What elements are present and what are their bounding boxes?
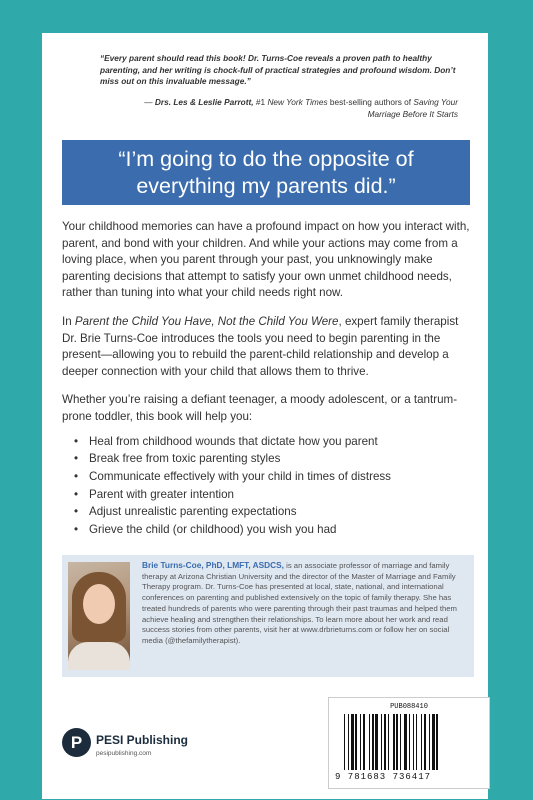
endorsement-quote: “Every parent should read this book! Dr. Turns-Coe reveals a proven path to healthy parenting, and her writing is chock-full of practical strategies and profound wisdom. Don’t miss out on this invaluable message.” [100,53,456,86]
barcode-bar [409,714,410,770]
barcode-bar [388,714,389,770]
barcode-bar [355,714,357,770]
list-item: • Break free from toxic parenting styles [62,451,474,468]
author-bio [62,555,474,677]
barcode-bar [432,714,435,770]
barcode-bar [360,714,361,770]
barcode-bar [421,714,422,770]
paragraph-2 [62,314,474,380]
list-item: • Grieve the child (or childhood) you wish you had [62,522,474,539]
barcode-bar [400,714,401,770]
barcode-bars [344,714,479,770]
quote-banner [62,140,470,205]
barcode-bar [381,714,382,770]
barcode-bar [351,714,354,770]
author-photo [68,562,130,670]
publisher-mark-icon: P [62,728,91,757]
nyt-label: New York Times [267,97,328,107]
description [62,219,474,540]
barcode-bar [424,714,426,770]
barcode-bar [393,714,395,770]
barcode-bar [396,714,398,770]
endorsed-book-title: Saving Your Marriage Before It Starts [367,97,458,119]
publisher-name: PESI Publishing [96,733,189,747]
barcode-bar [436,714,438,770]
bio-body: is an associate professor of marriage and family therapy at Arizona Christian University and the director of the Master of Marriage and Family Therapy program. Dr. Turns-Coe has presented at local, state, national, and international conferences on parenting and published extensively on the topic of family therapy. She has treated hundreds of parents who were parenting through their past traumas and helped them achieve healing and strengthen their relationships. To learn more about her work and read success stories from other parents, visit her at www.drbrieturns.com or follow her on social media (@thefamilytherapist). [142,561,457,645]
publisher-logo [62,728,212,768]
barcode-bar [372,714,374,770]
list-item: • Adjust unrealistic parenting expectations [62,504,474,521]
paragraph-1: Your childhood memories can have a profound impact on how you interact with, parent, and bond with your children. And while your actions may come from a loving place, when you parent through your past, you unknowingly make parenting decisions that attempt to satisfy your own unmet childhood needs, rather than tuning into what your child needs right now. [62,220,470,300]
barcode-box [328,697,490,789]
barcode-bar [363,714,365,770]
bio-text [142,560,468,647]
attr-mid: #1 [253,97,268,107]
attr-mid2: best-selling authors of [327,97,414,107]
list-item: • Parent with greater intention [62,487,474,504]
barcode-bar [348,714,349,770]
list-item: • Heal from childhood wounds that dictate how you parent [62,434,474,451]
book-title: Parent the Child You Have, Not the Child You Were [74,314,339,328]
banner-quote: “I’m going to do the opposite of everything my parents did.” [118,146,414,198]
paragraph-3: Whether you’re raising a defiant teenager, a moody adolescent, or a tantrum-prone toddler, this book will help you: [62,393,458,423]
barcode-bar [384,714,386,770]
barcode-bar [429,714,430,770]
author-name: Brie Turns-Coe, PhD, LMFT, ASDCS, [142,560,284,570]
p2-rest: , expert family therapist Dr. Brie Turns-Coe introduces the tools you need to begin parenting in the present—allowing you to rebuild the parent-child relationship and develop a deeper connection with your child that allows them to thrive. [62,314,459,378]
endorsement-attribution [138,97,458,120]
benefit-list [62,434,474,539]
isbn-digits: 9 781683 736417 [335,772,432,782]
publisher-url: pesipublishing.com [96,750,152,757]
barcode-bar [369,714,370,770]
barcode-bar [344,714,345,770]
barcode-bar [375,714,378,770]
list-item: • Communicate effectively with your child in times of distress [62,469,474,486]
barcode-bar [416,714,417,770]
barcode-bar [413,714,414,770]
barcode-code: PUB088410 [390,703,428,711]
endorsement-author: Drs. Les & Leslie Parrott, [154,97,254,107]
attr-prefix: — [144,97,155,107]
barcode-bar [404,714,407,770]
p2-in: In [62,314,75,328]
